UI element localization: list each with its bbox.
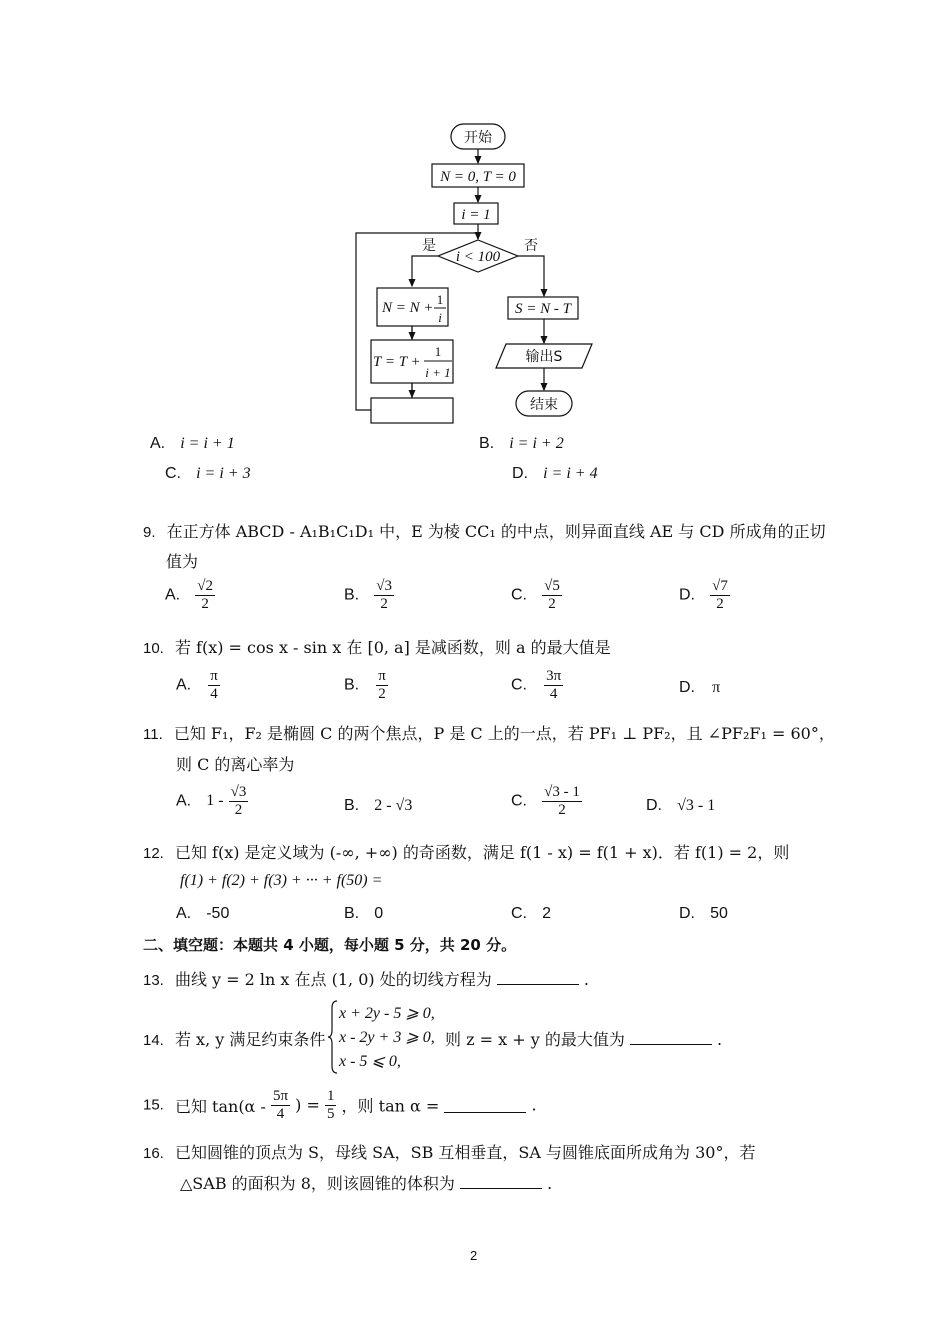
flowchart-end-label: 结束 bbox=[530, 397, 558, 413]
q14-post bbox=[445, 1027, 722, 1050]
option-fraction: $\frac{√3 - 1}{2}$ bbox=[544, 784, 580, 818]
question-end: . bbox=[717, 1030, 723, 1049]
option-fraction: $\frac{√3}{2}$ bbox=[230, 784, 247, 818]
q11-option-b[interactable] bbox=[344, 795, 412, 815]
question-number: 15. bbox=[143, 1096, 164, 1114]
option-fraction: $\frac{3\pi}{4}$ bbox=[546, 668, 562, 702]
flowchart-step-t-den: i + 1 bbox=[425, 365, 451, 380]
q9-option-b[interactable] bbox=[344, 578, 394, 612]
q11-option-a[interactable] bbox=[176, 784, 248, 818]
option-letter: D. bbox=[679, 586, 695, 604]
option-text: √3 - 1 bbox=[677, 797, 716, 814]
option-letter: B. bbox=[344, 905, 360, 922]
option-letter: B. bbox=[344, 797, 360, 814]
q9-option-d[interactable] bbox=[679, 578, 730, 612]
q11-option-c[interactable] bbox=[511, 784, 582, 818]
option-fraction: $\frac{\pi}{2}$ bbox=[378, 668, 386, 702]
question-text: 已知 f(x) 是定义域为 (-∞, +∞) 的奇函数，满足 f(1 - x) = f(1 + x)．若 f(1) = 2，则 bbox=[174, 843, 790, 862]
option-letter: B. bbox=[344, 586, 360, 604]
section-heading: 二、填空题：本题共 4 小题，每小题 5 分，共 20 分。 bbox=[143, 936, 517, 954]
option-letter: C. bbox=[511, 586, 527, 604]
flowchart-start-label: 开始 bbox=[464, 130, 492, 146]
q14-pre bbox=[143, 1027, 325, 1050]
answer-blank[interactable] bbox=[630, 1030, 712, 1045]
flowchart-init-label: N = 0, T = 0 bbox=[440, 169, 516, 185]
flowchart-step-t-label: T = T + bbox=[373, 354, 421, 370]
option-text: π bbox=[712, 679, 721, 696]
option-fraction: $\frac{√7}{2}$ bbox=[712, 578, 728, 612]
flowchart-result-label: S = N - T bbox=[515, 301, 571, 317]
question-number: 10. bbox=[143, 640, 164, 657]
question-text: 已知 tan(α - bbox=[174, 1096, 266, 1116]
q12-option-d[interactable] bbox=[679, 903, 728, 923]
q11-stem bbox=[143, 721, 835, 744]
question-text: 在正方体 ABCD - A₁B₁C₁D₁ 中，E 为棱 CC₁ 的中点，则异面直线 AE 与 CD 所成角的正切 bbox=[166, 522, 826, 541]
question-text: 已知圆锥的顶点为 S，母线 SA，SB 互相垂直，SA 与圆锥底面所成角为 30°，若 bbox=[174, 1143, 756, 1162]
q9-stem bbox=[143, 519, 826, 542]
option-text: i = i + 2 bbox=[509, 435, 564, 452]
question-text-mid: ) = bbox=[295, 1095, 320, 1115]
flowchart-step-t-num: 1 bbox=[434, 344, 442, 359]
answer-blank[interactable] bbox=[444, 1098, 526, 1113]
flowchart-no-label: 否 bbox=[524, 238, 538, 254]
q16-stem bbox=[143, 1140, 755, 1163]
constraint-1: x + 2y - 5 ⩾ 0, bbox=[339, 1005, 435, 1022]
q9-option-c[interactable] bbox=[511, 578, 562, 612]
question-number: 16. bbox=[143, 1145, 164, 1162]
q8-option-b[interactable] bbox=[479, 433, 564, 453]
q10-option-d[interactable] bbox=[679, 677, 720, 697]
option-letter: B. bbox=[344, 676, 360, 694]
option-letter: C. bbox=[511, 792, 527, 810]
option-text: 2 bbox=[542, 905, 551, 922]
page-number: 2 bbox=[470, 1248, 478, 1263]
q15 bbox=[143, 1088, 537, 1122]
question-text: 已知 F₁，F₂ 是椭圆 C 的两个焦点，P 是 C 上的一点，若 PF₁ ⊥ PF₂，且 ∠PF₂F₁ = 60°， bbox=[173, 724, 835, 743]
option-letter: A. bbox=[150, 435, 166, 452]
question-end: . bbox=[547, 1174, 553, 1193]
q8-option-c[interactable] bbox=[165, 463, 251, 483]
q12-stem-cont: f(1) + f(2) + f(3) + ··· + f(50) = bbox=[180, 872, 383, 889]
question-number: 11. bbox=[143, 726, 163, 743]
answer-blank[interactable] bbox=[497, 970, 579, 985]
question-number: 13. bbox=[143, 972, 164, 989]
question-number: 9. bbox=[143, 524, 156, 541]
flowchart-blank-box bbox=[371, 398, 453, 423]
option-letter: C. bbox=[165, 465, 181, 482]
option-letter: D. bbox=[512, 465, 528, 482]
option-letter: A. bbox=[176, 905, 192, 922]
fraction-1-5: $\frac{1}{5}$ bbox=[326, 1088, 335, 1122]
option-fraction: $\frac{√3}{2}$ bbox=[376, 578, 392, 612]
option-fraction: $\frac{√2}{2}$ bbox=[197, 578, 213, 612]
option-text: -50 bbox=[206, 905, 230, 922]
flowchart-yes-label: 是 bbox=[422, 238, 436, 254]
q12-option-b[interactable] bbox=[344, 903, 383, 923]
option-prefix: 1 - bbox=[206, 792, 224, 809]
q10-option-a[interactable] bbox=[176, 668, 220, 702]
question-end: . bbox=[531, 1095, 537, 1115]
option-letter: D. bbox=[679, 905, 695, 922]
q11-stem-cont: 则 C 的离心率为 bbox=[176, 755, 295, 774]
option-text: 50 bbox=[710, 905, 728, 922]
q12-option-c[interactable] bbox=[511, 903, 551, 923]
q12-stem bbox=[143, 840, 789, 863]
question-number: 12. bbox=[143, 845, 164, 862]
answer-blank[interactable] bbox=[460, 1174, 542, 1189]
option-text: 2 - √3 bbox=[374, 797, 413, 814]
question-number: 14. bbox=[143, 1032, 164, 1049]
constraint-2: x - 2y + 3 ⩾ 0, bbox=[339, 1029, 435, 1046]
option-letter: B. bbox=[479, 435, 495, 452]
flowchart bbox=[340, 118, 610, 430]
q10-stem bbox=[143, 635, 611, 658]
q10-option-c[interactable] bbox=[511, 668, 563, 702]
constraint-3: x - 5 ⩽ 0, bbox=[339, 1053, 401, 1070]
q9-option-a[interactable] bbox=[165, 578, 215, 612]
option-text: 0 bbox=[374, 905, 384, 922]
option-letter: A. bbox=[165, 586, 181, 604]
option-letter: A. bbox=[176, 676, 192, 694]
option-letter: C. bbox=[511, 676, 527, 694]
q8-option-a[interactable] bbox=[150, 433, 235, 453]
fraction-5pi-4: $\frac{5\pi}{4}$ bbox=[272, 1088, 289, 1122]
q12-option-a[interactable] bbox=[176, 903, 229, 923]
flowchart-step-n-num: 1 bbox=[436, 292, 444, 307]
question-text: 则 z = x + y 的最大值为 bbox=[445, 1030, 625, 1049]
q10-option-b[interactable] bbox=[344, 668, 388, 702]
option-text: i = i + 3 bbox=[196, 465, 251, 482]
flowchart-step-n-den: i bbox=[438, 310, 442, 325]
question-text: 若 x, y 满足约束条件 bbox=[174, 1030, 326, 1049]
flowchart-step-n-label: N = N + bbox=[382, 300, 434, 316]
q16-stem-cont bbox=[180, 1171, 552, 1194]
option-fraction: $\frac{√5}{2}$ bbox=[544, 578, 560, 612]
option-letter: A. bbox=[176, 792, 192, 810]
q9-stem-cont: 值为 bbox=[166, 552, 199, 571]
q11-option-d[interactable] bbox=[646, 795, 715, 815]
option-text: i = i + 1 bbox=[180, 435, 235, 452]
flowchart-i-init-label: i = 1 bbox=[461, 207, 491, 223]
option-fraction: $\frac{\pi}{4}$ bbox=[210, 668, 218, 702]
q13 bbox=[143, 967, 589, 990]
flowchart-output-label: 输出S bbox=[525, 349, 563, 365]
question-text: 若 f(x) = cos x - sin x 在 [0, a] 是减函数，则 a 的最大值是 bbox=[174, 638, 611, 657]
question-text: 曲线 y = 2 ln x 在点 (1, 0) 处的切线方程为 bbox=[174, 970, 492, 989]
option-letter: C. bbox=[511, 905, 527, 922]
q8-option-d[interactable] bbox=[512, 463, 598, 483]
option-letter: D. bbox=[646, 797, 662, 814]
question-text: △SAB 的面积为 8，则该圆锥的体积为 bbox=[180, 1174, 455, 1193]
option-letter: D. bbox=[679, 679, 695, 696]
question-end: . bbox=[583, 970, 590, 989]
question-text-post: ，则 tan α = bbox=[341, 1096, 440, 1116]
flowchart-condition-label: i < 100 bbox=[455, 249, 501, 265]
system-brace bbox=[328, 1000, 338, 1074]
option-text: i = i + 4 bbox=[543, 465, 598, 482]
